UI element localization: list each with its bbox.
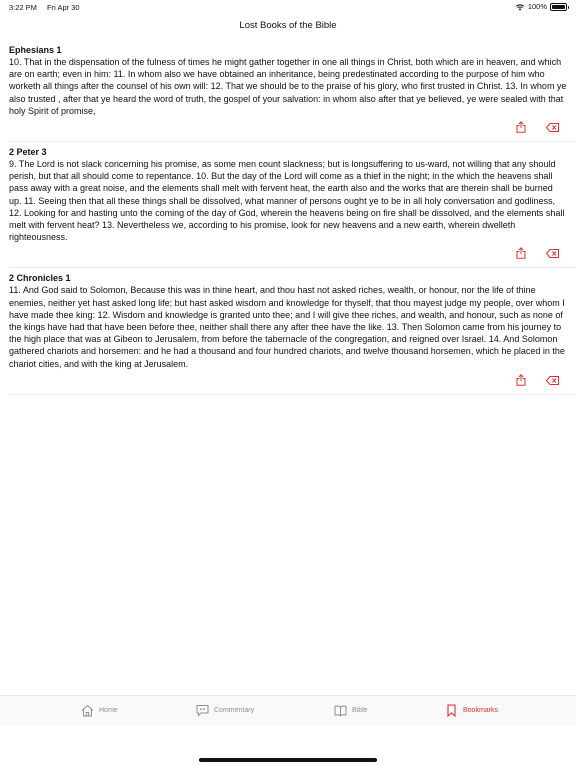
- battery-icon: [550, 3, 567, 11]
- tab-bookmarks-label: Bookmarks: [463, 707, 499, 714]
- status-bar: [0, 0, 576, 14]
- commentary-icon: [196, 704, 209, 717]
- book-icon: [334, 704, 347, 717]
- share-icon[interactable]: [516, 121, 526, 133]
- tab-commentary-label: Commentary: [214, 707, 255, 714]
- tab-bar: [0, 695, 576, 725]
- delete-icon[interactable]: [546, 249, 559, 258]
- delete-icon[interactable]: [546, 376, 559, 385]
- share-icon[interactable]: [516, 374, 526, 386]
- bookmark-reference: 2 Chronicles 1: [9, 273, 71, 284]
- tab-home-label: Home: [99, 707, 118, 714]
- home-icon: [81, 704, 94, 717]
- bookmark-item[interactable]: [9, 142, 576, 268]
- tab-commentary[interactable]: [196, 704, 254, 717]
- bookmark-icon: [445, 704, 458, 717]
- delete-icon[interactable]: [546, 123, 559, 132]
- tab-bible[interactable]: [334, 704, 368, 717]
- bookmark-item[interactable]: [9, 268, 576, 394]
- bookmark-text: 10. That in the dispensation of the fulness of times he might gather together in one all things in Christ, both which are in heaven, and which are on earth; even in him: 11. In whom also we have obtained an inheritance, being predestinated according to the purpose of him who worketh all things after the counsel of his own will: 12. That we should be to the praise of his glory, who first trusted in Christ. 13. In whom ye also trusted , after that ye heard the word of truth, the gospel of your salvation: in whom also after that ye believed, ye were sealed with that holy Spirit of promise,: [9, 57, 567, 116]
- bookmark-reference: 2 Peter 3: [9, 147, 47, 158]
- tab-home[interactable]: [81, 704, 118, 717]
- tab-bookmarks[interactable]: [445, 704, 498, 717]
- tab-bible-label: Bible: [352, 707, 368, 714]
- status-date: Fri Apr 30: [47, 3, 80, 12]
- share-icon[interactable]: [516, 247, 526, 259]
- home-indicator: [199, 758, 377, 762]
- status-time: 3:22 PM: [9, 3, 37, 12]
- bookmark-reference: Ephesians 1: [9, 45, 62, 55]
- battery-percent: 100%: [527, 2, 547, 11]
- bookmark-text: 9. The Lord is not slack concerning his promise, as some men count slackness; but is longsuffering to us-ward, not willing that any should perish, but that all should come to repentance. 10. But the day of the Lord will come as a thief in the night; in the which the heavens shall pass away with a great noise, and the elements shall melt with fervent heat, the earth also and the works that are therein shall be burned up. 11. Seeing then that all these things shall be dissolved, what manner of persons ought ye to be in all holy conversation and godliness, 12. Looking for and hasting unto the coming of the day of God, wherein the heavens being on fire shall be dissolved, and the elements shall melt with fervent heat? 13. Nevertheless we, according to his promise, look for new heavens and a new earth, wherein dwelleth righteousness.: [9, 159, 565, 243]
- wifi-icon: [515, 3, 525, 11]
- page-title: Lost Books of the Bible: [239, 20, 337, 31]
- bookmark-list: [0, 40, 576, 395]
- bookmark-text: 11. And God said to Solomon, Because this was in thine heart, and thou hast not asked riches, wealth, or honour, nor the life of thine enemies, neither yet hast asked long life; but hast asked wisdom and knowledge for thyself, that thou mayest judge my people, over whom I have made thee king: 12. Wisdom and knowledge is granted unto thee; and I will give thee riches, and wealth, and honour, such as none of the kings have had that have been before thee, neither shall there any after thee have the like. 13. Then Solomon came from his journey to the high place that was at Gibeon to Jerusalem, from before the tabernacle of the congregation, and reigned over Israel. 14. And Solomon gathered chariots and horsemen: and he had a thousand and four hundred chariots, and twelve thousand horsemen, which he placed in the chariot cities, and with the king at Jerusalem.: [9, 285, 565, 369]
- bookmark-item[interactable]: [9, 40, 576, 142]
- battery-level: [552, 5, 565, 9]
